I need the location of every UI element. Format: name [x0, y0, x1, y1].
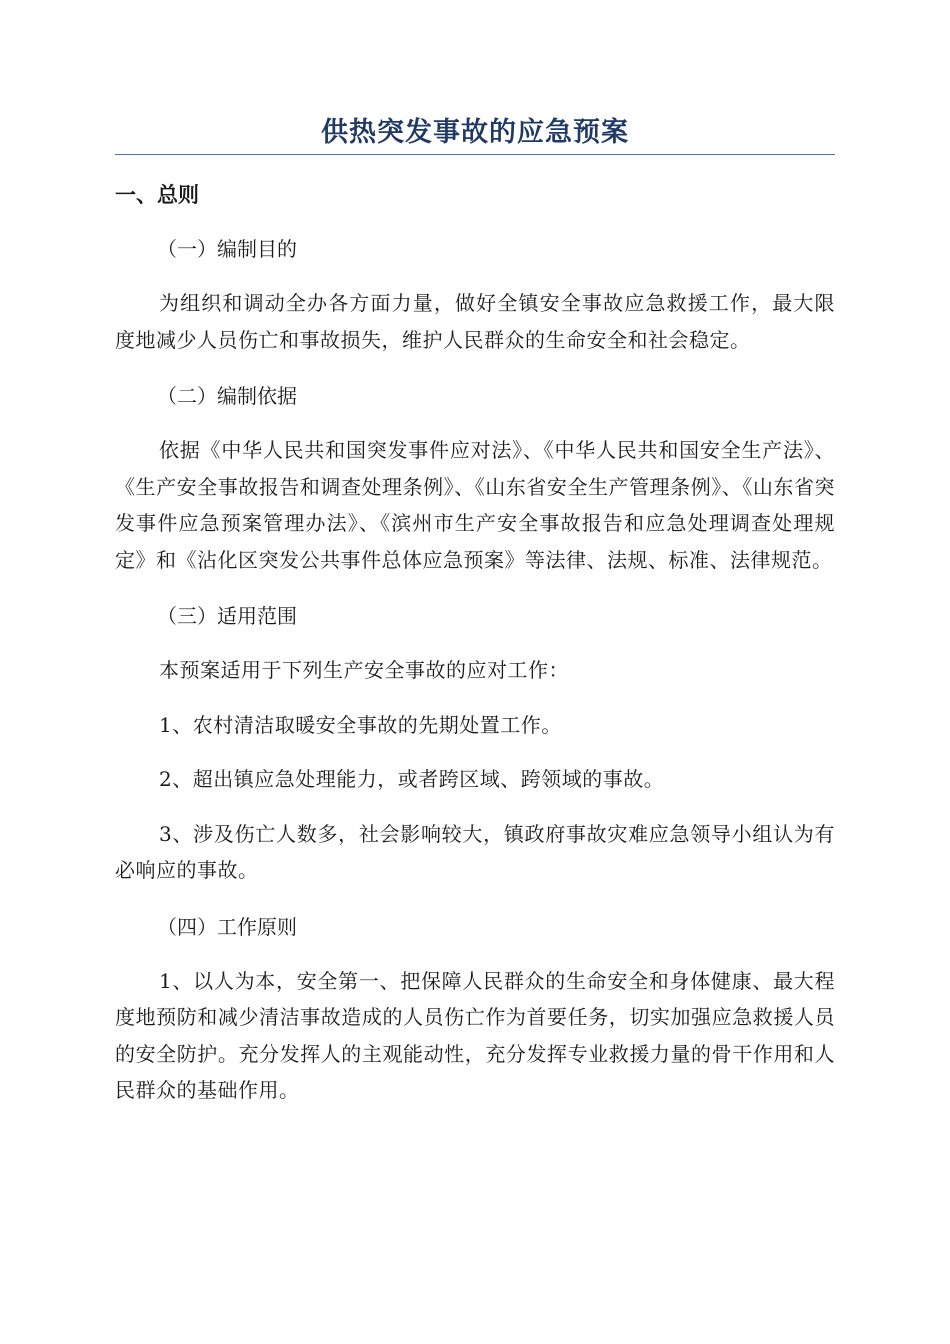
- document-title: 供热突发事故的应急预案: [321, 117, 629, 148]
- document-page: [115, 108, 835, 1109]
- subsection-heading-scope: （三）适用范围: [157, 604, 297, 628]
- subsection-heading-principles: （四）工作原则: [157, 914, 297, 939]
- list-item-scope-2: 2、超出镇应急处理能力，或者跨区域、跨领域的事故。: [159, 767, 665, 791]
- list-item-principle-1: 1、以人为本，安全第一、把保障人民群众的生命安全和身体健康、最大程度地预防和减少清洁事故造成的人员伤亡作为首要任务，切实加强应急救援人员的安全防护。充分发挥人的主观能动性，充分发挥专业救援力量的骨干作用和人民群众的基础作用。: [115, 968, 835, 1102]
- paragraph-purpose: 为组织和调动全办各方面力量，做好全镇安全事故应急救援工作，最大限度地减少人员伤亡和事故损失，维护人民群众的生命安全和社会稳定。: [115, 291, 835, 352]
- list-item-scope-1: 1、农村清洁取暖安全事故的先期处置工作。: [159, 712, 562, 737]
- paragraph-scope-intro: 本预案适用于下列生产安全事故的应对工作：: [159, 658, 569, 682]
- subsection-heading-purpose: （一）编制目的: [157, 237, 297, 261]
- list-item-scope-3: 3、涉及伤亡人数多，社会影响较大，镇政府事故灾难应急领导小组认为有必响应的事故。: [115, 821, 835, 882]
- section-heading-general: 一、总则: [115, 183, 199, 207]
- subsection-heading-basis: （二）编制依据: [157, 384, 297, 408]
- title-underline: [115, 154, 835, 155]
- paragraph-basis: 依据《中华人民共和国突发事件应对法》、《中华人民共和国安全生产法》、《生产安全事故报告和调查处理条例》、《山东省安全生产管理条例》、《山东省突发事件应急预案管理办法》、《滨州市生产安全事故报告和应急处理调查处理规定》和《沾化区突发公共事件总体应急预案》等法律、法规、标准、法律规范。: [115, 438, 835, 572]
